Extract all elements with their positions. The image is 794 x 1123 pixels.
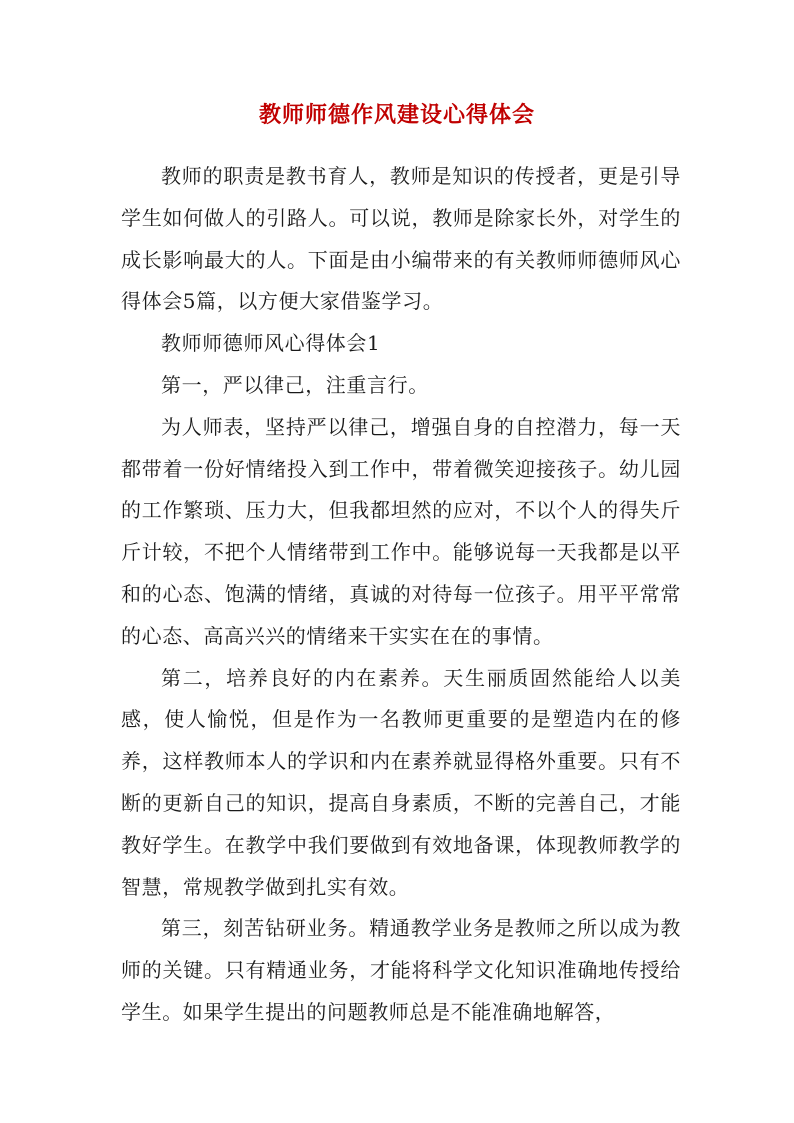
point-one-heading: 第一，严以律己，注重言行。	[161, 372, 429, 397]
section-heading: 教师师德师风心得体会1	[161, 331, 381, 356]
point-three-paragraph: 第三，刻苦钻研业务。精通教学业务是教师之所以成为教师的关键。只有精通业务，才能将科学文化知识准确地传授给学生。如果学生提出的问题教师总是不能准确地解答，	[121, 916, 681, 1024]
point-two-paragraph: 第二，培养良好的内在素养。天生丽质固然能给人以美感，使人愉悦，但是作为一名教师更重要的是塑造内在的修养，这样教师本人的学识和内在素养就显得格外重要。只有不断的更新自己的知识，提高自身素质，不断的完善自己，才能教好学生。在教学中我们要做到有效地备课，体现教师教学的智慧，常规教学做到扎实有效。	[121, 665, 681, 899]
intro-paragraph: 教师的职责是教书育人，教师是知识的传授者，更是引导学生如何做人的引路人。可以说，教师是除家长外，对学生的成长影响最大的人。下面是由小编带来的有关教师师德师风心得体会5篇，以方便大家借鉴学习。	[121, 164, 681, 314]
point-one-paragraph: 为人师表，坚持严以律己，增强自身的自控潜力，每一天都带着一份好情绪投入到工作中，带着微笑迎接孩子。幼儿园的工作繁琐、压力大，但我都坦然的应对，不以个人的得失斤斤计较，不把个人情绪带到工作中。能够说每一天我都是以平和的心态、饱满的情绪，真诚的对待每一位孩子。用平平常常的心态、高高兴兴的情绪来干实实在在的事情。	[121, 414, 681, 648]
document-title: 教师师德作风建设心得体会	[258, 102, 535, 128]
document-body	[121, 156, 681, 1034]
